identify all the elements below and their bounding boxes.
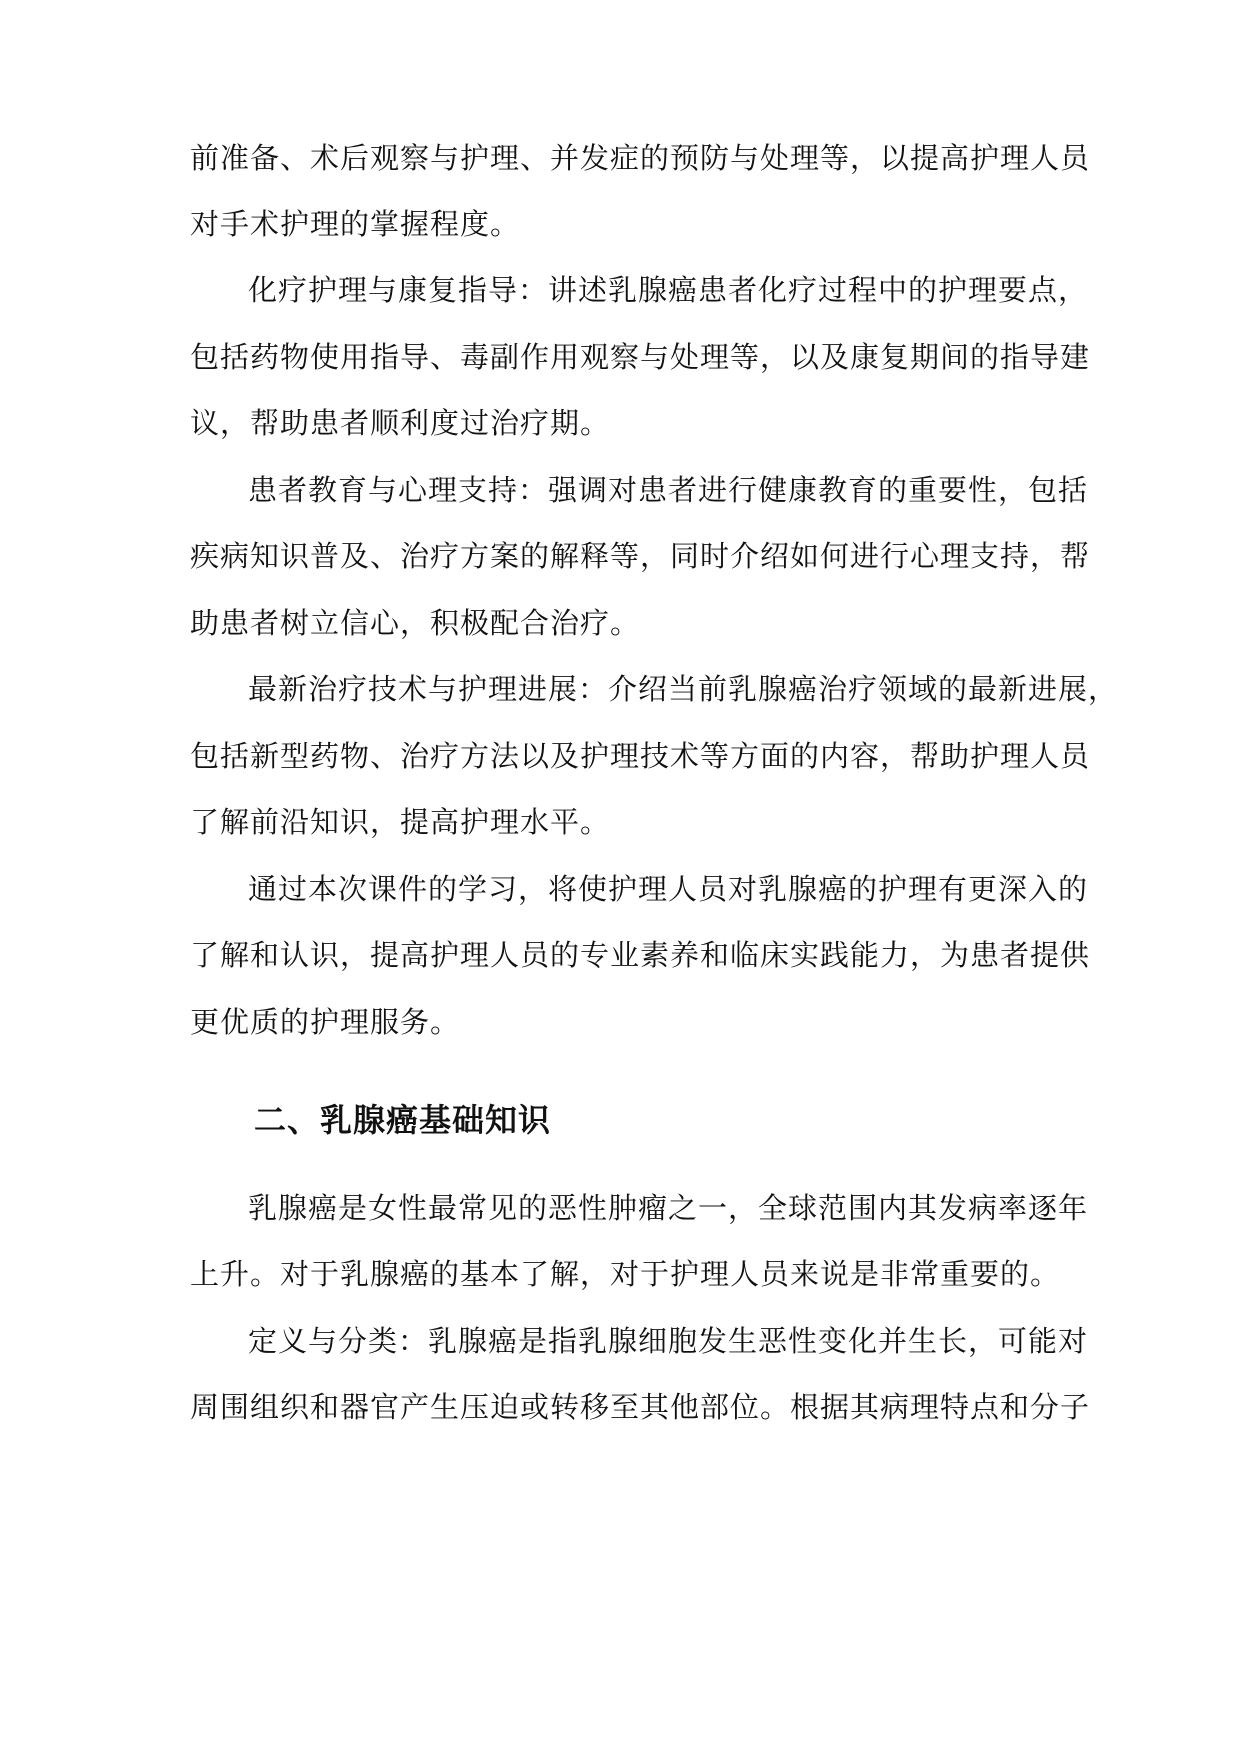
paragraph-3-line-2: 疾病知识普及、治疗方案的解释等，同时介绍如何进行心理支持，帮 [190,539,1091,573]
paragraph-3-line-1: 患者教育与心理支持：强调对患者进行健康教育的重要性，包括 [248,473,1089,507]
section-paragraph-1-line-1: 乳腺癌是女性最常见的恶性肿瘤之一，全球范围内其发病率逐年 [248,1191,1089,1225]
paragraph-3-line-3: 助患者树立信心，积极配合治疗。 [190,606,641,640]
section-paragraph-2-line-1: 定义与分类：乳腺癌是指乳腺细胞发生恶性变化并生长，可能对 [248,1324,1089,1358]
paragraph-5-line-3: 更优质的护理服务。 [190,1005,461,1039]
section-heading: 二、乳腺癌基础知识 [254,1101,552,1139]
paragraph-2-line-2: 包括药物使用指导、毒副作用观察与处理等，以及康复期间的指导建 [190,340,1091,374]
section-paragraph-1-line-2: 上升。对于乳腺癌的基本了解，对于护理人员来说是非常重要的。 [190,1257,1061,1291]
paragraph-4-line-1: 最新治疗技术与护理进展：介绍当前乳腺癌治疗领域的最新进展， [248,672,1119,706]
paragraph-2-line-3: 议，帮助患者顺利度过治疗期。 [190,406,611,440]
paragraph-5-line-2: 了解和认识，提高护理人员的专业素养和临床实践能力，为患者提供 [190,938,1091,972]
paragraph-4-line-3: 了解前沿知识，提高护理水平。 [190,805,611,839]
paragraph-4-line-2: 包括新型药物、治疗方法以及护理技术等方面的内容，帮助护理人员 [190,739,1091,773]
paragraph-5-line-1: 通过本次课件的学习，将使护理人员对乳腺癌的护理有更深入的 [248,872,1089,906]
paragraph-1-line-1: 前准备、术后观察与护理、并发症的预防与处理等，以提高护理人员 [190,141,1091,175]
section-paragraph-2-line-2: 周围组织和器官产生压迫或转移至其他部位。根据其病理特点和分子 [190,1390,1091,1424]
paragraph-2-line-1: 化疗护理与康复指导：讲述乳腺癌患者化疗过程中的护理要点， [248,273,1089,307]
paragraph-1-line-2: 对手术护理的掌握程度。 [190,207,521,241]
